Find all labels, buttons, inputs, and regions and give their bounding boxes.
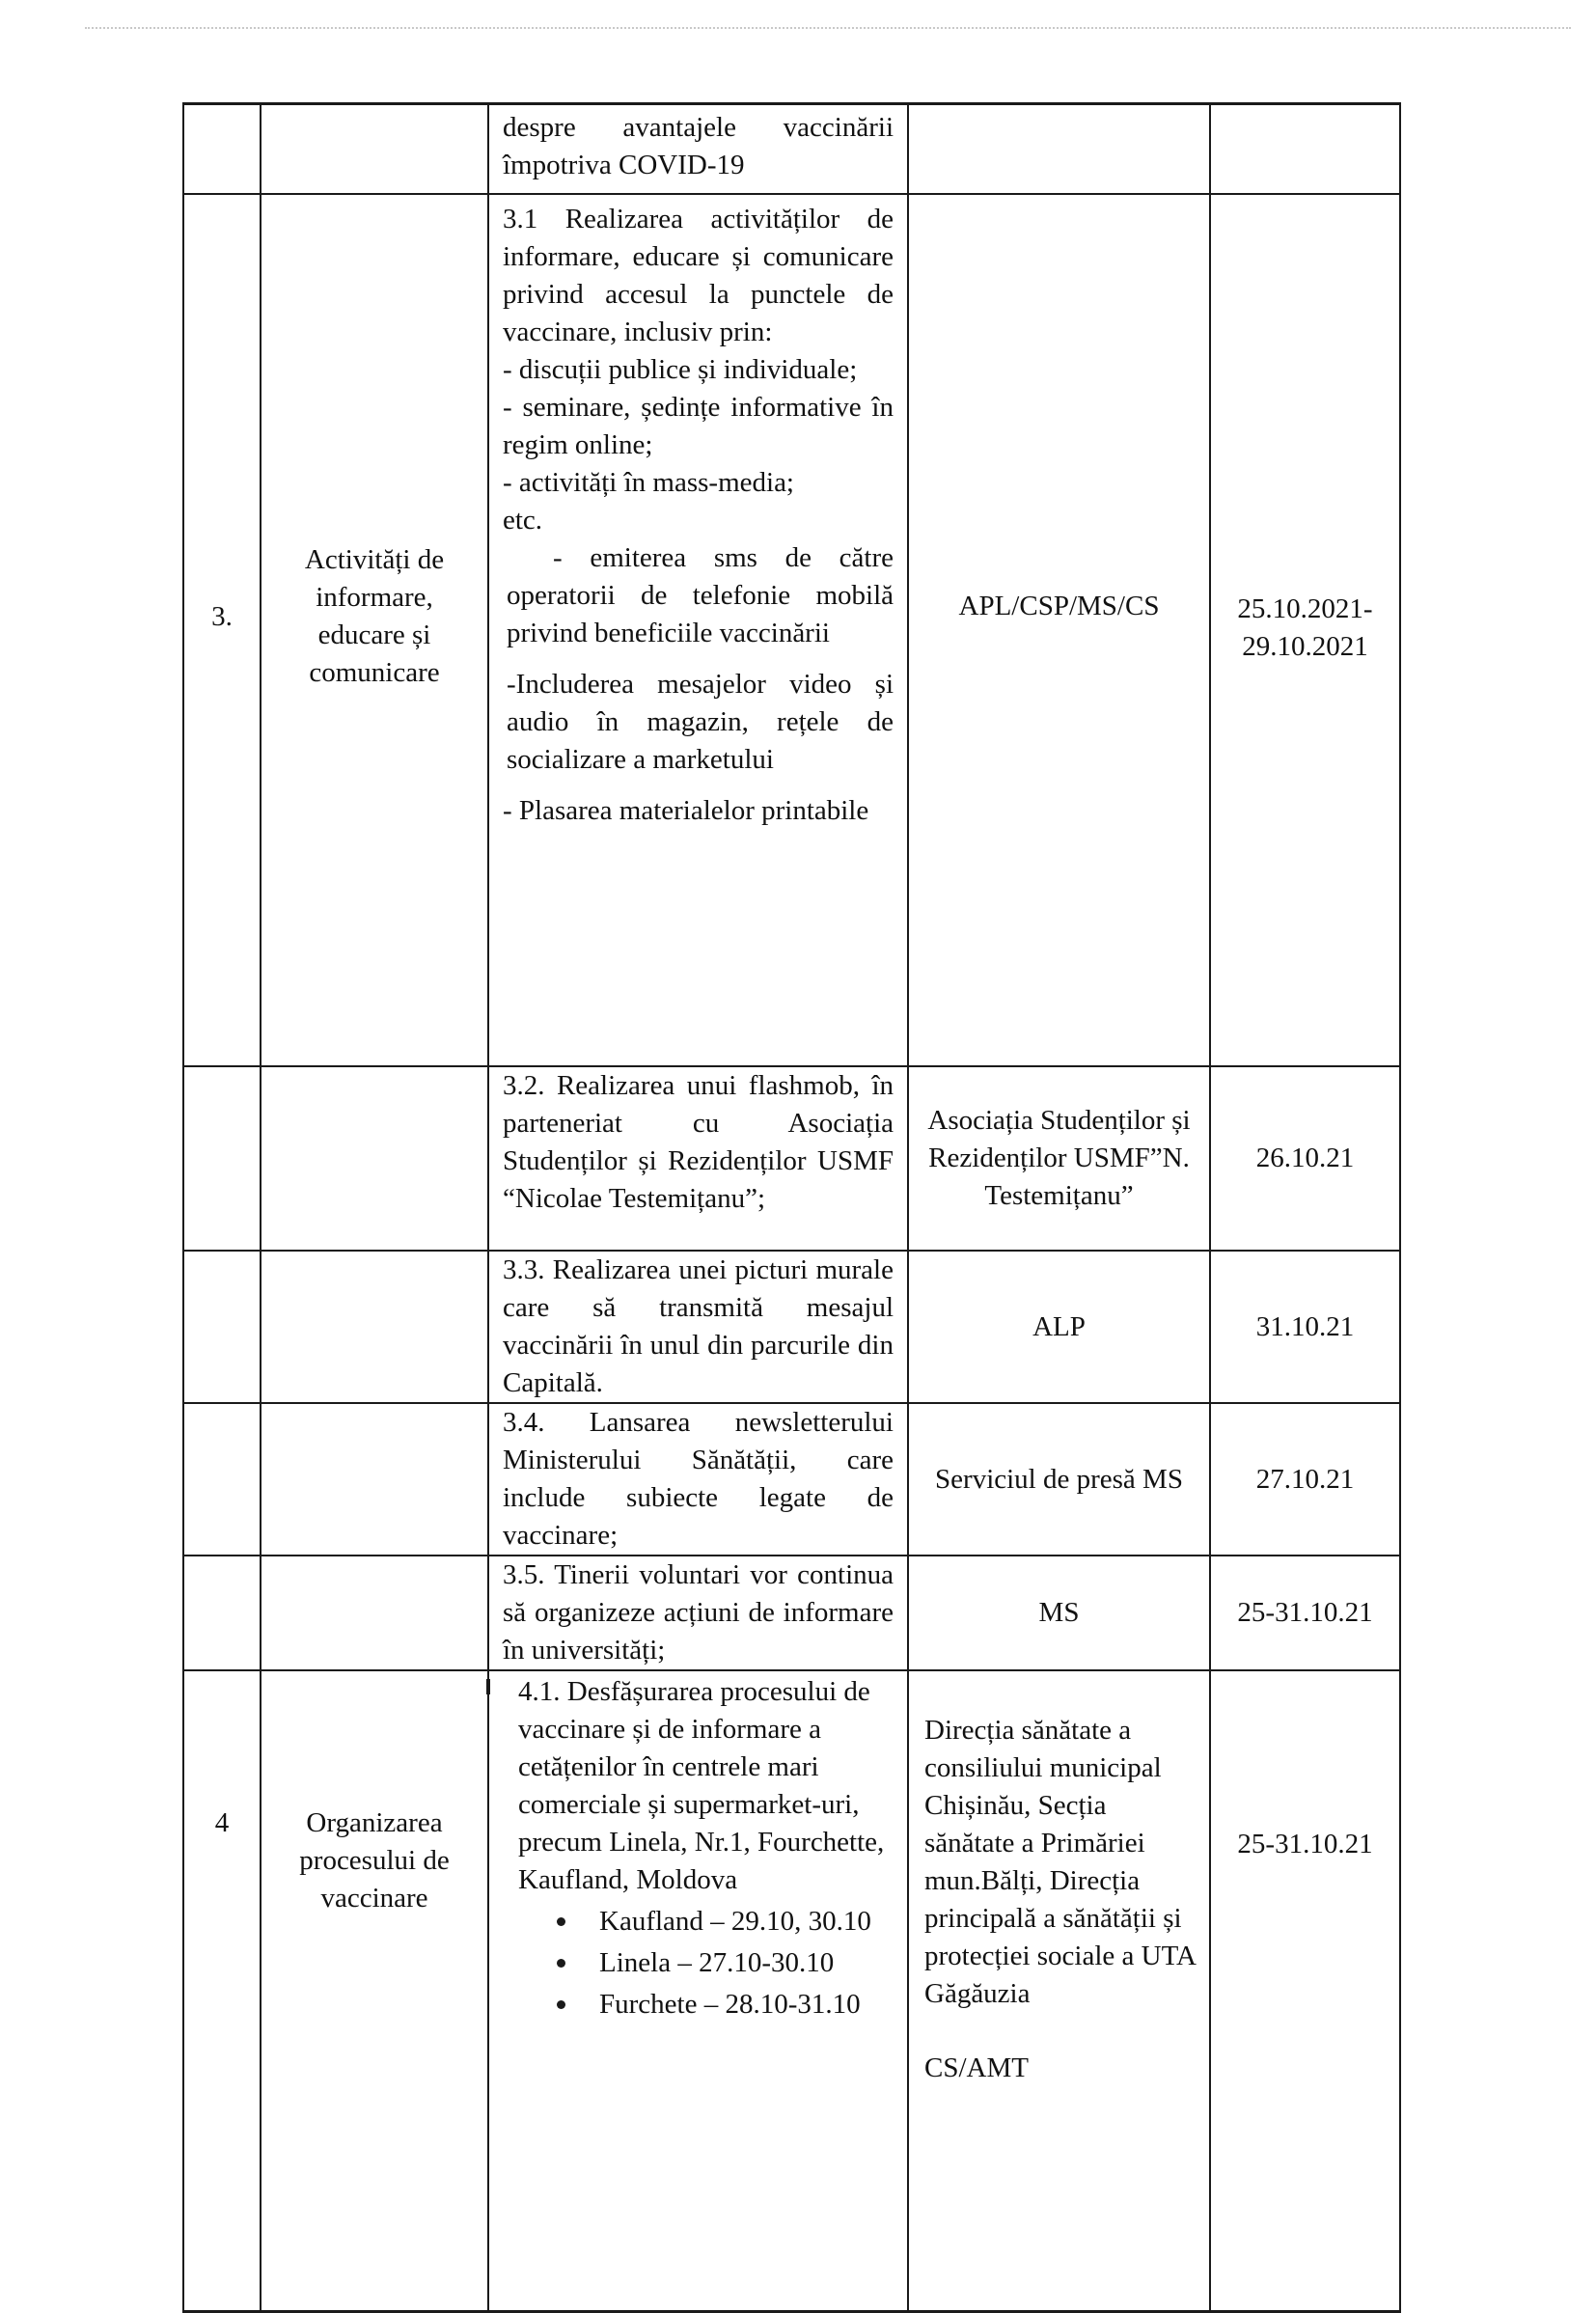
deadline-cell: 31.10.21 [1210,1251,1400,1403]
activity-text-line: despre avantajele vaccinării [503,112,894,143]
location-text: Linela – 27.10-30.10 [599,1947,835,1978]
responsible-cell [908,104,1210,195]
row-number-cell [183,1251,261,1403]
list-item [557,1944,897,1982]
row-number-cell [183,1403,261,1556]
deadline-cell: 26.10.21 [1210,1066,1400,1251]
deadline-cell: 27.10.21 [1210,1403,1400,1556]
activity-sms: - emiterea sms de către operatorii de telefonie mobilă privind beneficiile vaccinării [507,542,894,648]
category-cell: Activități de informare, educare și comunicare [261,194,488,1066]
category-cell [261,104,488,195]
scan-artifact-line [85,27,1571,29]
category-cell [261,1403,488,1556]
table-row [183,1251,1400,1403]
responsible-cell: Serviciul de presă MS [908,1403,1210,1556]
bullet-icon [557,1917,565,1926]
responsible-secondary: CS/AMT [924,2052,1029,2083]
bullet-icon [557,1959,565,1968]
table-row [183,1556,1400,1670]
row-number-cell: 3. [183,194,261,1066]
responsible-main: Direcția sănătate a consiliului municipal Chișinău, Secția sănătate a Primăriei mun.Bălți, Direcția principală a sănătății și protecției sociale a UTA Găgăuzia [924,1715,1196,2009]
action-plan-table [182,102,1401,2313]
activity-cell [488,1670,908,2312]
category-cell [261,1251,488,1403]
activity-print: - Plasarea materialelor printabile [503,795,869,826]
activity-cell: 3.5. Tinerii voluntari vor continua să organizeze acțiuni de informare în universități; [488,1556,908,1670]
activity-cell: 3.2. Realizarea unui flashmob, în parteneriat cu Asociația Studenților și Rezidenților USMF “Nicolae Testemițanu”; [488,1066,908,1251]
list-item [557,1986,897,2024]
table-row [183,1066,1400,1251]
activity-item: - activități în mass-media; [503,467,794,498]
activity-cell [488,194,908,1066]
responsible-cell [908,1670,1210,2312]
row-number-cell: 4 [183,1670,261,2312]
table-row [183,104,1400,195]
activity-item: etc. [503,505,543,536]
responsible-cell: MS [908,1556,1210,1670]
row-number-cell [183,104,261,195]
responsible-cell: Asociația Studenților și Rezidenților USMF”N. Testemițanu” [908,1066,1210,1251]
activity-intro: 3.1 Realizarea activităților de informare, educare și comunicare privind accesul la punctele de vaccinare, inclusiv prin: [503,204,894,347]
bullet-icon [557,2000,565,2009]
activity-text-line: împotriva COVID-19 [503,150,745,180]
activity-cell: 3.4. Lansarea newsletterului Ministerului Sănătății, care include subiecte legate de vaccinare; [488,1403,908,1556]
activity-intro: 4.1. Desfășurarea procesului de vaccinare și de informare a cetățenilor în centrele mari comerciale și supermarket-uri, precum Linela, Nr.1, Fourchette, Kaufland, Moldova [518,1676,885,1895]
table-row [183,1670,1400,2312]
table-row [183,1403,1400,1556]
list-item [557,1903,897,1941]
deadline-cell: 25-31.10.21 [1210,1670,1400,2312]
activity-cell [488,104,908,195]
activity-cell: 3.3. Realizarea unei picturi murale care să transmită mesajul vaccinării în unul din parcurile din Capitală. [488,1251,908,1403]
category-cell [261,1066,488,1251]
location-list [518,1903,897,2024]
category-cell [261,1556,488,1670]
activity-video: -Includerea mesajelor video și audio în magazin, rețele de socializare a marketului [507,669,894,775]
deadline-cell: 25.10.2021-29.10.2021 [1210,194,1400,1066]
responsible-cell: ALP [908,1251,1210,1403]
table-row [183,194,1400,1066]
category-cell: Organizarea procesului de vaccinare [261,1670,488,2312]
row-number-cell [183,1556,261,1670]
responsible-cell: APL/CSP/MS/CS [908,194,1210,1066]
deadline-cell [1210,104,1400,195]
location-text: Furchete – 28.10-31.10 [599,1989,861,2020]
list-marker-icon [486,1679,490,1694]
deadline-cell: 25-31.10.21 [1210,1556,1400,1670]
activity-item: - discuții publice și individuale; [503,354,858,385]
activity-item: - seminare, ședințe informative în regim online; [503,392,894,460]
row-number-cell [183,1066,261,1251]
location-text: Kaufland – 29.10, 30.10 [599,1906,871,1937]
